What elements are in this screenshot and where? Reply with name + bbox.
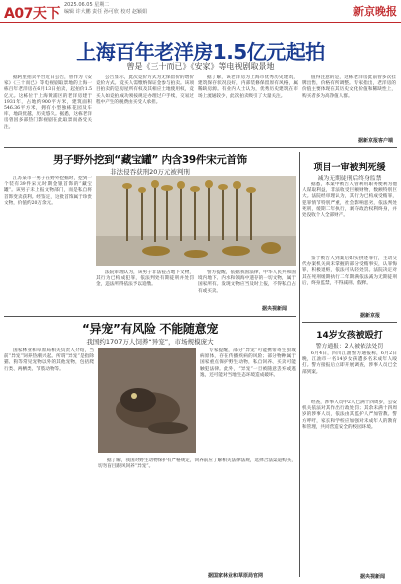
issue-meta: [64, 2, 147, 16]
lead-text-2: 公告显示，此次竞价方式为无保留价的增价竞价方式。竞买人需缴纳保证金参与拍卖。该项目拍卖的是房屋所有权及其相应土地使用权，竞买人如竞拍成功须按规定办理过户手续，交易过程中产生的税费由买受人承担。: [96, 75, 194, 105]
vertical-divider: [299, 152, 300, 577]
lead-text-4: 值得注意的是，这栋老洋房此前曾多次挂牌出售，价格有所调整。专家指出，老洋房的价值主要体现在其历史文化价值和稀缺性上，购买者多为高净值人群。: [302, 75, 396, 99]
page-section-code: A07天下: [4, 6, 60, 22]
story2-source: 据央视新闻: [262, 306, 288, 312]
story2-column-1: [4, 176, 92, 308]
sidebar-story1-subtitle: 减为无期徒刑后终身监禁: [317, 176, 382, 182]
story2-text-c: 警方提醒，依据我国法律，中华人民共和国境内地下、内水和领海中遗存的一切文物，属于国家所有。发现文物应当及时上报，不得私自占有或买卖。: [198, 270, 296, 294]
issue-date: 2025.06.05 星期二: [64, 2, 110, 8]
gold-jewelry-photo: [96, 176, 296, 266]
sidebar-text-1: 据悉，本案中被告人曾利用职务便利为他人谋取利益，非法收受巨额财物，数额特别巨大。法院经审理认为，其行为已构成受贿罪，犯罪情节特别严重，社会影响恶劣，依法判处死刑，缓期二年执行，剥夺政治权利终身，并处没收个人全部财产。: [302, 182, 397, 219]
story2-text-a: 江苏某市一男子在野外挖掘时，挖到一个装有39件宋元时期金银首饰的“藏宝罐”。该男子未上报文物部门，而是私自将首饰变卖获利。经鉴定，这批首饰属于珍贵文物，价值约20万余元。: [4, 176, 92, 206]
story2-title: 男子野外挖到“藏宝罐” 内含39件宋元首饰: [53, 154, 247, 166]
sidebar-text-3: 6月4日，四川江油警方通报称，6月2日晚，江油市一名14岁女孩遭多名未成年人殴打。警方接报后立即开展调查，涉事人员已全部到案。: [302, 351, 397, 375]
sidebar-text-4: 经查，涉事人员中2人已满十四周岁，公安机关依法对其作出行政处罚；其余未满十四周岁的涉事人员，依法由其监护人严加管教。警方呼吁，家长和学校应加强对未成年人的教育和管理，共同营造安全的校园环境。: [302, 400, 397, 430]
story3-text-c: 据了解，我国对野生动物保护有严格规定，饲养前应了解相关法律法规，选择合法渠道购买，切勿盲目跟风饲养“异宠”。: [98, 458, 296, 470]
sidebar-source-1: 据新京报: [360, 313, 381, 319]
exotic-pet-photo: [98, 348, 196, 453]
lead-source: 据新京报客户端: [358, 138, 394, 144]
lead-text-1: 据阿里拍卖平台近日公告，曾作为《安家》《三十而已》等电视剧取景地的上海一栋百年老洋房在6月13日拍卖，起拍价1.5亿元。这栋位于上海黄浦区的老洋房建于1931年，占地约900平方米，建筑面积546.36平方米，拥有小型独栋花园及车库，地段优越，历史悠久。据悉，这栋老洋房曾因多部热门影视剧在此取景而备受关注。: [4, 75, 92, 130]
newspaper-masthead: 新京晚报: [353, 5, 397, 18]
reptile-illustration: [98, 348, 196, 453]
story3-column-3: [200, 348, 296, 453]
sidebar-story1-title: 项目一审被判死缓: [313, 163, 386, 173]
story3-subtitle: 我国约1707万人饲养“异宠”，市场规模庞大: [86, 338, 214, 346]
sidebar-text-2: 鉴于被告人到案后如实供述罪行，主动交代办案机关尚未掌握的部分受贿事实，认罪悔罪，积极退赃，依法可从轻处罚。法院决定对其在死刑缓期执行二年期满依法减为无期徒刑后，终身监禁，不得减刑、假释。: [302, 256, 397, 286]
sidebar-divider: [302, 322, 397, 323]
lead-headline: 上海百年老洋房1.5亿元起拍: [76, 40, 325, 64]
sidebar-story2-text-a: [302, 351, 397, 399]
story3-column-bottom: [98, 458, 296, 568]
lead-text-3: 据了解，该老洋房为上海市优秀历史建筑，建筑保存状况良好，内部装修保留原有风格，属稀缺房源。有业内人士认为，优秀历史建筑在市场上流通较少，此次拍卖吸引了大量关注。: [198, 75, 298, 99]
sidebar-story2-subtitle: 警方通报：2人被依法处罚: [315, 344, 384, 350]
story3-title: “异宠”有风险 不能随意宠: [81, 322, 219, 336]
story3-source: 据国家林业和草原局官网: [208, 573, 264, 579]
lead-column-1: [4, 75, 92, 145]
sidebar-source-2: 据央视新闻: [360, 574, 386, 580]
story3-text-a: 国家林业和草原局相关负责人介绍，当前“异宠”饲养热潮兴起。所谓“异宠”是指除猫、狗等常见宠物以外的其他宠物，包括爬行类、两栖类、节肢动物等。: [4, 348, 94, 372]
story2-subtitle: 非法侵吞获刑20万元被判刑: [110, 168, 190, 176]
story2-column-2: [96, 270, 194, 308]
story2-text-b: 法院审理认为，该男子非法侵占地下文物，其行为已构成犯罪，依法判处有期徒刑并处罚金，违法所得依法予以追缴。: [96, 270, 194, 288]
jewelry-illustration: [96, 176, 296, 266]
editor-credits: 编辑 许大鹏 责任 孙可欣 校对 赵颖娟: [64, 9, 147, 15]
sidebar-story2-title: 14岁女孩被殴打: [316, 331, 383, 341]
sidebar-story1-text-a: [302, 182, 397, 256]
lead-column-2: [96, 75, 194, 145]
story3-column-1: [4, 348, 94, 578]
lead-column-4: [302, 75, 396, 137]
divider: [4, 147, 397, 148]
sidebar-story1-text-b: [302, 256, 397, 311]
story3-text-b: 专家提醒，部分“异宠”可能携带寄生虫或病原体，存在传播疾病的风险；部分物种属于国家重点保护野生动物，私自饲养、买卖可能触犯法律。此外，“异宠”一旦被随意丢弃或逃逸，还可能对当地生态环境造成破坏。: [200, 348, 296, 378]
story3-divider: [4, 316, 296, 317]
story2-column-3: [198, 270, 296, 308]
sidebar-story2-text-b: [302, 400, 397, 572]
lead-subheadline: 曾是《三十而已》《安家》等电视剧取景地: [126, 62, 275, 71]
lead-column-3: [198, 75, 298, 145]
page-header: [0, 0, 401, 23]
